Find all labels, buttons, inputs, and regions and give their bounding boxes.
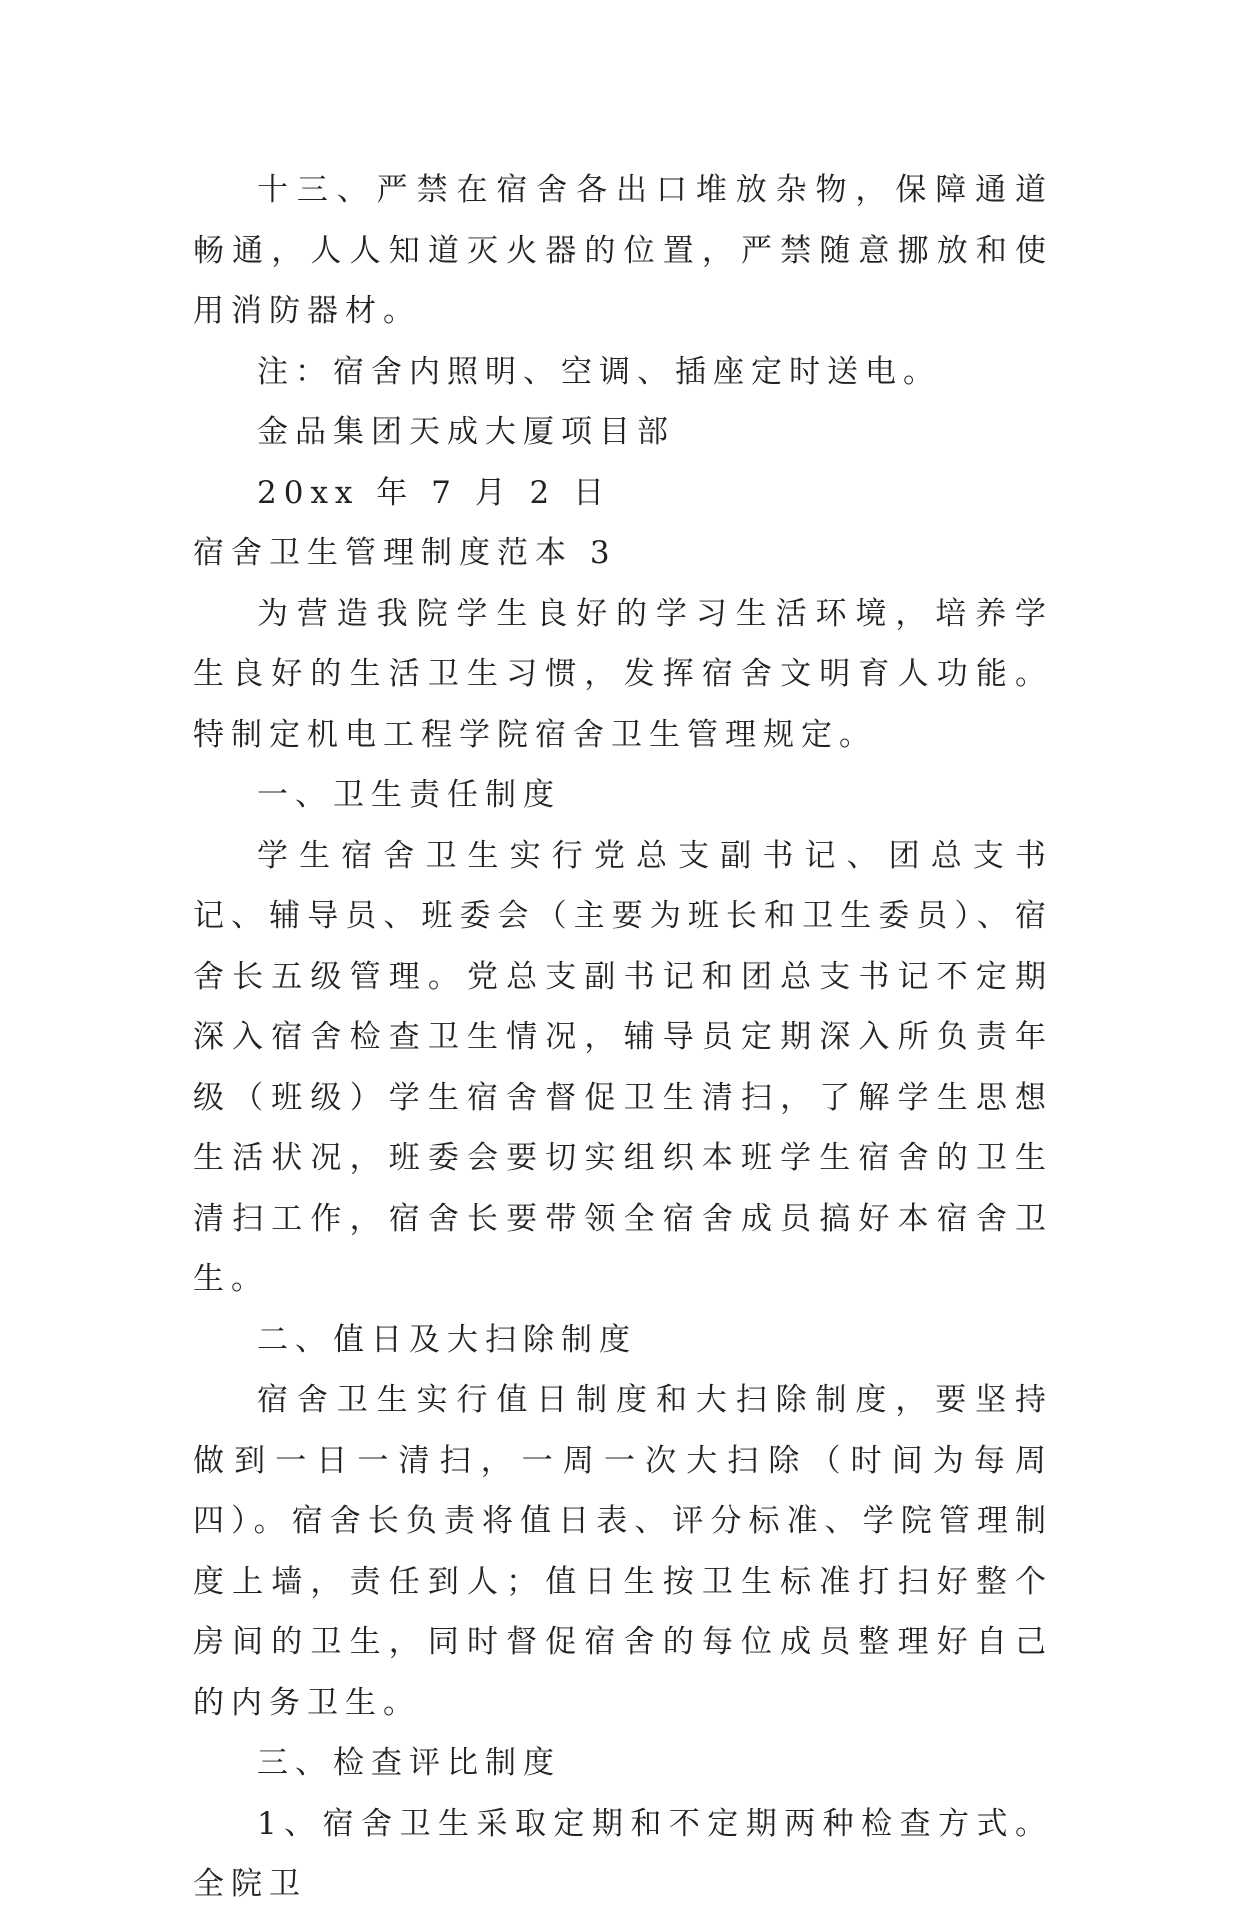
paragraph-inspection-1: 1、宿舍卫生采取定期和不定期两种检查方式。全院卫 xyxy=(193,1805,1053,1902)
paragraph-intro: 为营造我院学生良好的学习生活环境，培养学生良好的生活卫生习惯，发挥宿舍文明育人功能。特制定机电工程学院宿舍卫生管理规定。 xyxy=(193,595,1053,753)
paragraph-signature-org: 金品集团天成大厦项目部 xyxy=(257,414,675,450)
heading-inspection: 三、检查评比制度 xyxy=(257,1745,561,1781)
document-body xyxy=(193,160,1053,1915)
paragraph-rule-13: 十三、严禁在宿舍各出口堆放杂物，保障通道畅通，人人知道灭火器的位置，严禁随意挪放和使用消防器材。 xyxy=(193,172,1053,329)
paragraph-note: 注：宿舍内照明、空调、插座定时送电。 xyxy=(257,353,941,390)
heading-duty-cleaning: 二、值日及大扫除制度 xyxy=(257,1321,637,1358)
paragraph-duty-cleaning: 宿舍卫生实行值日制度和大扫除制度，要坚持做到一日一清扫，一周一次大扫除（时间为每周四）。宿舍长负责将值日表、评分标准、学院管理制度上墙，责任到人；值日生按卫生标准打扫好整个房间的卫生，同时督促宿舍的每位成员整理好自己的内务卫生。 xyxy=(193,1382,1053,1721)
heading-responsibility: 一、卫生责任制度 xyxy=(257,777,561,813)
section-title: 宿舍卫生管理制度范本 3 xyxy=(193,535,617,571)
paragraph-signature-date: 20xx 年 7 月 2 日 xyxy=(257,474,612,511)
paragraph-responsibility: 学生宿舍卫生实行党总支副书记、团总支书记、辅导员、班委会（主要为班长和卫生委员）、宿舍长五级管理。党总支副书记和团总支书记不定期深入宿舍检查卫生情况，辅导员定期深入所负责年级（班级）学生宿舍督促卫生清扫，了解学生思想生活状况，班委会要切实组织本班学生宿舍的卫生清扫工作，宿舍长要带领全宿舍成员搞好本宿舍卫生。 xyxy=(193,837,1053,1297)
